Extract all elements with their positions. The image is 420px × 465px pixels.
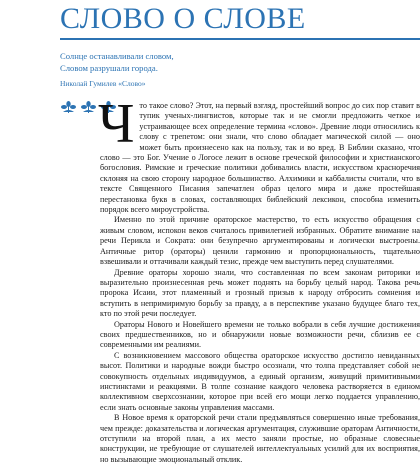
paragraph: В Новое время к ораторской речи стали предъявляться совершенно иные требования, чем прежде: доказательства и логическая аргументация, служившие ораторам Античности, отступили на второй план, а их место заняли простые, но образные словесные конструкции, не требующие от слушателей интеллектуальных усилий для их восприятия, но вызывающие эмоциональный отклик.: [100, 413, 420, 464]
paragraph: С возникновением массового общества ораторское искусство достигло невиданных высот. Политики и народные вожди быстро осознали, что толпа представляет собой не совокупность отдельных индивидуумов, а единый организм, живущий примитивными инстинктами и реакциями. В толпе сознание каждого человека растворяется в едином коллективном сверхсознании, которое при всей его мощи легко поддается управлению, если знать основные законы управления массами.: [100, 350, 420, 412]
epigraph-line: Словом разрушали города.: [60, 63, 158, 73]
triple-flower-ornament-icon: [80, 101, 97, 113]
epigraph-author: Николай Гумилев «Слово»: [60, 79, 146, 88]
drop-cap: Ч: [98, 93, 135, 155]
page-title: СЛОВО О СЛОВЕ: [60, 2, 306, 35]
epigraph-line: Солнце останавливали словом,: [60, 51, 174, 61]
paragraph: Именно по этой причине ораторское мастерство, то есть искусство обращения с живым словом, испокон веков считалось привилегией избранных. Обратите внимание на речи Перикла и Сократа: они безупречно аргументированы и логически выстроены. Античные ритор (ораторы) ценили гармонию и пропорциональность, тщательно взвешивали и оттачивали каждый тезис, прежде чем выступить перед слушателями.: [100, 215, 420, 267]
paragraph-text: то такое слово? Этот, на первый взгляд, простейший вопрос до сих пор ставит в тупик ученых-лингвистов, которые так и не смогли предложить четкое и устраивающее всех определение термина «слово». Древние люди относились к слову с трепетом: они знали, что слово обладает магической силой — оно может быть произнесено как на пользу, так и во вред. В Библии сказано, что слово — это Бог. Учение о Логосе лежит в основе греческой философии и христианского богословия. Римские и греческие политики добивались власти, искусством красноречия склоняя на свою сторону народное большинство. Алхимики и каббалисты считали, что в тексте Священного Писания запечатлен образ целого мира и даже простейшая перестановка букв в словах, составляющих библейский лексикон, способна изменить порядок всего мироустройства.: [100, 101, 420, 215]
paragraph: Ораторы Нового и Новейшего времени не только вобрали в себя лучшие достижения своих предшественников, но и обнаружили новые возможности речи, сблизив ее с современными им реалиями.: [100, 319, 420, 350]
paragraph: Древние ораторы хорошо знали, что составленная по всем законам риторики и выразительно произнесенная речь может поднять на борьбу целый народ. Такова речь пророка Исаии, этот пламенный и грозный призыв к народу отбросить сомнения и вступить в непримиримую борьбу за правду, а в перспективе указано будущее благо тех, кто по этой речи последует.: [100, 267, 420, 319]
triple-flower-ornament-icon: [60, 101, 77, 113]
paragraph: [98, 93, 420, 215]
epigraph: [60, 50, 360, 90]
article-body: [98, 93, 420, 465]
title-divider: [60, 38, 420, 40]
